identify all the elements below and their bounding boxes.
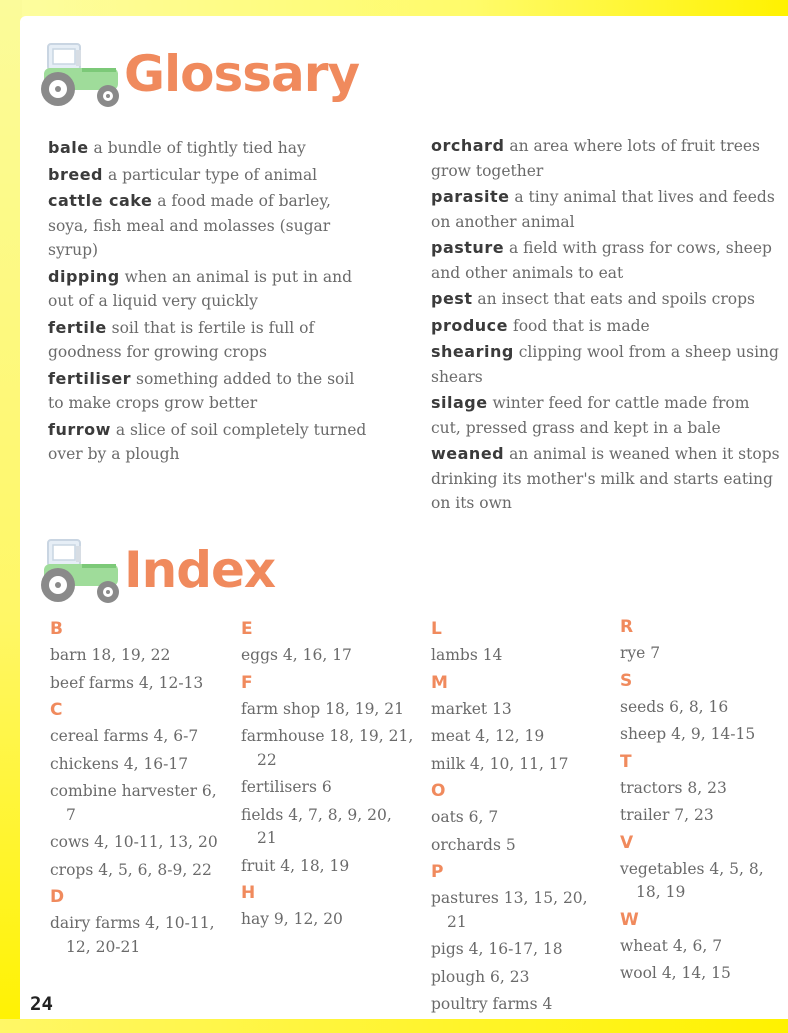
- glossary-entry: [431, 314, 781, 339]
- index-entry: wool 4, 14, 15: [620, 964, 731, 982]
- index-entry: milk 4, 10, 11, 17: [431, 754, 569, 773]
- index-letter: L: [431, 619, 442, 639]
- glossary-term: breed: [48, 164, 103, 184]
- glossary-definition: a particular type of animal: [107, 165, 318, 184]
- index-letter: R: [620, 617, 634, 637]
- index-entry: fruit 4, 18, 19: [241, 856, 350, 875]
- index-letter: F: [241, 672, 253, 693]
- index-entry: fertilisers 6: [241, 778, 332, 796]
- glossary-entry: [48, 189, 368, 263]
- glossary-definition: when an animal is put in and out of a liquid very quickly: [48, 267, 353, 310]
- index-entry: rye 7: [620, 644, 661, 662]
- index-entry: hay 9, 12, 20: [241, 910, 343, 928]
- index-column-2: [241, 616, 416, 936]
- index-letter: O: [431, 781, 446, 801]
- glossary-term: fertile: [48, 317, 107, 337]
- index-heading: [34, 536, 275, 604]
- index-letter: W: [620, 909, 639, 930]
- glossary-term: cattle cake: [48, 191, 153, 210]
- index-entry: oats 6, 7: [431, 808, 499, 826]
- index-letter: C: [50, 700, 63, 720]
- glossary-term: weaned: [431, 444, 505, 463]
- glossary-heading: [34, 40, 359, 108]
- glossary-definition: a food made of barley, soya, fish meal and molasses (sugar syrup): [48, 192, 331, 259]
- index-entry: tractors 8, 23: [620, 778, 727, 797]
- index-letter: V: [620, 832, 634, 853]
- tractor-icon: [34, 40, 122, 108]
- glossary-column-left: [48, 136, 368, 469]
- index-entry: plough 6, 23: [431, 967, 530, 986]
- glossary-definition: something added to the soil to make crops grow better: [48, 369, 355, 412]
- index-entry: orchards 5: [431, 835, 516, 854]
- index-entry: pastures 13, 15, 20, 21: [431, 889, 588, 931]
- glossary-title: Glossary: [124, 45, 360, 103]
- glossary-entry: [431, 442, 781, 516]
- index-letter: M: [431, 672, 448, 693]
- tractor-icon: [34, 536, 122, 604]
- index-column-4: [620, 614, 780, 990]
- index-entry: crops 4, 5, 6, 8-9, 22: [50, 860, 212, 879]
- glossary-term: pest: [431, 289, 473, 308]
- index-entry: farmhouse 18, 19, 21, 22: [241, 727, 414, 769]
- glossary-definition: winter feed for cattle made from cut, pressed grass and kept in a bale: [431, 394, 750, 437]
- index-entry: cows 4, 10-11, 13, 20: [50, 833, 218, 851]
- index-entry: wheat 4, 6, 7: [620, 936, 723, 955]
- glossary-definition: a slice of soil completely turned over by a plough: [48, 420, 367, 463]
- glossary-definition: a tiny animal that lives and feeds on another animal: [431, 188, 775, 231]
- glossary-definition: an area where lots of fruit trees grow together: [431, 137, 760, 180]
- glossary-definition: clipping wool from a sheep using shears: [431, 343, 779, 386]
- glossary-term: pasture: [431, 238, 505, 257]
- glossary-entry: [431, 287, 781, 312]
- glossary-definition: soil that is fertile is full of goodness for growing crops: [48, 318, 315, 361]
- glossary-entry: [48, 316, 368, 365]
- index-letter: D: [50, 887, 65, 907]
- glossary-term: furrow: [48, 419, 111, 439]
- glossary-term: fertiliser: [48, 368, 132, 388]
- glossary-definition: a bundle of tightly tied hay: [93, 139, 306, 157]
- index-entry: farm shop 18, 19, 21: [241, 699, 405, 718]
- glossary-term: parasite: [431, 187, 510, 206]
- glossary-entry: [431, 340, 781, 389]
- index-entry: dairy farms 4, 10-11, 12, 20-21: [50, 914, 215, 956]
- index-letter: T: [620, 751, 632, 772]
- glossary-entry: [431, 236, 781, 285]
- index-entry: trailer 7, 23: [620, 806, 714, 824]
- index-column-3: [431, 616, 606, 1021]
- index-letter: H: [241, 883, 256, 903]
- glossary-definition: food that is made: [512, 316, 650, 335]
- glossary-term: dipping: [48, 266, 120, 286]
- glossary-entry: [48, 265, 368, 314]
- index-entry: pigs 4, 16-17, 18: [431, 940, 563, 958]
- index-entry: market 13: [431, 699, 512, 718]
- index-entry: lambs 14: [431, 646, 503, 664]
- index-letter: E: [241, 619, 253, 639]
- page-border-bottom: [0, 1019, 788, 1033]
- index-title: Index: [124, 541, 276, 599]
- index-entry: poultry farms 4: [431, 995, 553, 1013]
- glossary-entry: [48, 163, 368, 188]
- index-entry: combine harvester 6, 7: [50, 782, 217, 824]
- glossary-definition: an animal is weaned when it stops drinking its mother's milk and starts eating on its own: [431, 445, 780, 512]
- index-column-1: [50, 616, 225, 963]
- page-border-left: [0, 0, 22, 1033]
- index-letter: S: [620, 670, 633, 691]
- index-entry: vegetables 4, 5, 8, 18, 19: [620, 859, 764, 901]
- index-letter: P: [431, 862, 444, 882]
- index-entry: fields 4, 7, 8, 9, 20, 21: [241, 805, 392, 847]
- glossary-definition: an insect that eats and spoils crops: [477, 290, 755, 308]
- index-entry: sheep 4, 9, 14-15: [620, 725, 756, 743]
- index-entry: barn 18, 19, 22: [50, 646, 171, 664]
- glossary-term: shearing: [431, 342, 514, 361]
- glossary-entry: [431, 391, 781, 440]
- glossary-term: silage: [431, 393, 488, 412]
- index-entry: beef farms 4, 12-13: [50, 673, 204, 692]
- glossary-entry: [48, 136, 368, 161]
- glossary-column-right: [431, 134, 781, 518]
- index-entry: chickens 4, 16-17: [50, 754, 189, 773]
- index-letter: B: [50, 619, 63, 639]
- index-entry: meat 4, 12, 19: [431, 727, 545, 745]
- glossary-definition: a field with grass for cows, sheep and other animals to eat: [431, 239, 772, 282]
- index-entry: eggs 4, 16, 17: [241, 646, 352, 664]
- page-number: 24: [30, 993, 53, 1015]
- glossary-term: produce: [431, 315, 509, 335]
- glossary-entry: [431, 185, 781, 234]
- glossary-term: orchard: [431, 136, 505, 155]
- glossary-entry: [431, 134, 781, 183]
- glossary-term: bale: [48, 138, 89, 157]
- glossary-entry: [48, 418, 368, 467]
- index-entry: cereal farms 4, 6-7: [50, 727, 199, 745]
- glossary-entry: [48, 367, 368, 416]
- index-entry: seeds 6, 8, 16: [620, 697, 729, 716]
